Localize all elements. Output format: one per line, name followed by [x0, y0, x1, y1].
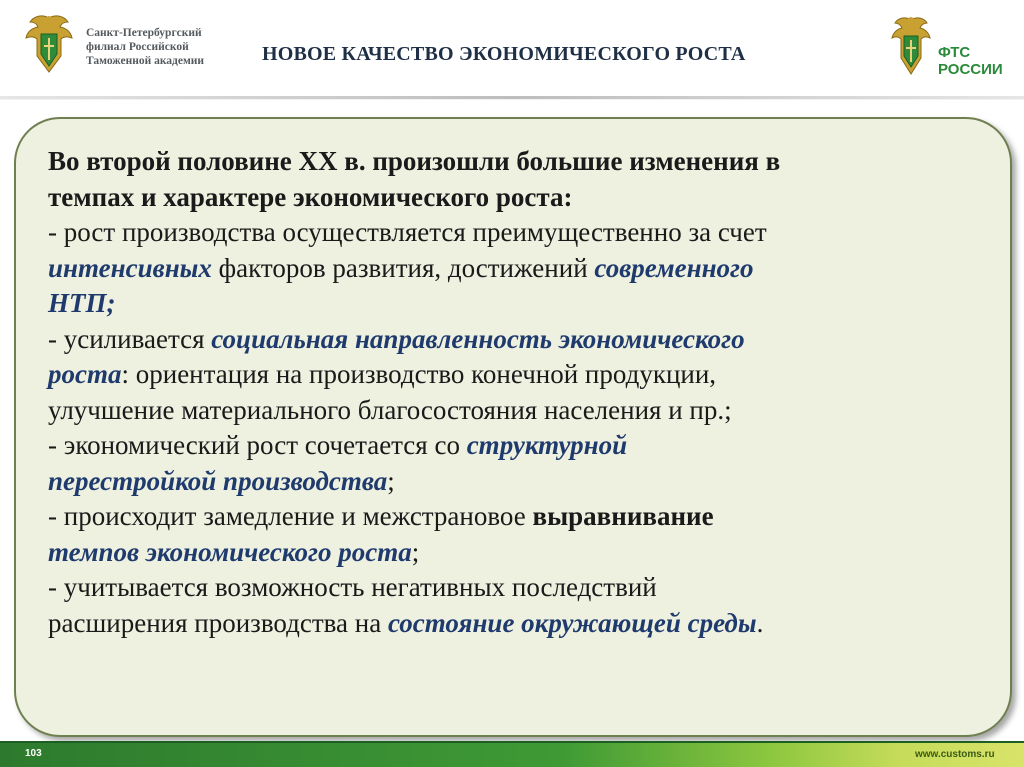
emphasis-text: структурной — [466, 430, 628, 460]
emphasis-text: социальная направленность экономического — [211, 323, 745, 354]
plain-text: - происходит замедление и межстрановое — [48, 501, 533, 531]
bullet-line — [48, 286, 998, 322]
emphasis-text: современного — [594, 252, 754, 283]
double-headed-eagle-emblem-icon — [888, 12, 934, 78]
emphasis-text: интенсивных — [48, 252, 212, 283]
bullet-line — [48, 428, 998, 464]
org-name-line: филиал Российской — [86, 41, 189, 53]
footer-url-link[interactable]: www.customs.ru — [915, 749, 995, 760]
bullet-line — [48, 535, 998, 571]
plain-text: - усиливается — [48, 323, 212, 354]
bullet-line — [48, 464, 998, 500]
plain-text: ; — [387, 465, 395, 496]
plain-text: - экономический рост сочетается со — [48, 430, 467, 460]
bullet-line — [48, 251, 998, 287]
emphasis-text: состояние окружающей среды — [387, 607, 757, 638]
plain-text: : ориентация на производство конечной продукции, — [121, 359, 717, 389]
bullet-line — [48, 357, 998, 393]
bold-text: выравнивание — [532, 501, 714, 531]
plain-text: факторов развития, достижений — [211, 252, 595, 283]
slide-title: НОВОЕ КАЧЕСТВО ЭКОНОМИЧЕСКОГО РОСТА — [262, 43, 746, 65]
org-name-line: Санкт-Петербургский — [86, 27, 202, 39]
org-name-line: Таможенной академии — [86, 55, 205, 67]
slide-body-text — [48, 144, 998, 641]
emphasis-text: темпов экономического роста — [48, 536, 412, 567]
page-number: 103 — [25, 748, 42, 759]
bullet-line: - рост производства осуществляется преимущественно за счет — [48, 217, 767, 247]
plain-text: расширения производства на — [48, 607, 388, 638]
fts-logo-text — [938, 44, 1008, 78]
bullet-line: - учитывается возможность негативных последствий — [48, 572, 657, 602]
bullet-line — [48, 606, 998, 642]
bullet-line — [48, 499, 998, 535]
organization-name — [86, 26, 256, 68]
bullet-line — [48, 322, 998, 358]
brand-line: РОССИИ — [938, 61, 1003, 78]
header-divider-highlight — [0, 99, 1024, 100]
intro-line: Во второй половине ХХ в. произошли большие изменения в — [48, 146, 781, 176]
bullet-line: улучшение материального благосостояния населения и пр.; — [48, 394, 732, 425]
double-headed-eagle-emblem-icon — [22, 12, 76, 76]
intro-line: темпах и характере экономического роста: — [48, 181, 573, 212]
brand-line: ФТС — [938, 44, 971, 61]
slide-header — [0, 0, 1024, 96]
plain-text: . — [756, 607, 764, 638]
slide-footer — [0, 743, 1024, 767]
emphasis-text: роста — [48, 359, 122, 389]
emphasis-text: НТП; — [48, 288, 116, 318]
plain-text: ; — [411, 536, 420, 567]
emphasis-text: перестройкой производства — [48, 465, 388, 496]
